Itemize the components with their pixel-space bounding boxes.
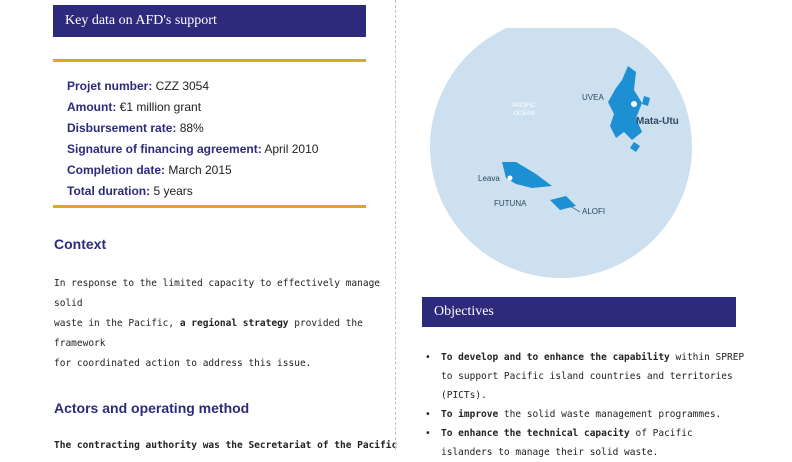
leava-marker xyxy=(508,176,513,181)
context-paragraph: In response to the limited capacity to effectively manage solid waste in the Pacific, a regional strategy provided the framework for coordinated action to address this issue. xyxy=(54,278,381,369)
key-data-row-completion: Completion date: March 2015 xyxy=(67,163,232,177)
objective-item: • To enhance the technical capacity of Pacific islanders to manage their solid waste. xyxy=(425,424,745,462)
leava-label: Leava xyxy=(478,174,500,183)
uvea-label: UVEA xyxy=(582,93,604,102)
bullet-icon: • xyxy=(425,352,431,363)
objectives-header xyxy=(422,297,736,327)
column-divider xyxy=(395,0,396,450)
objective-item: • To improve the solid waste management programmes. xyxy=(425,405,745,424)
mata-utu-marker xyxy=(631,101,638,108)
futuna-label: FUTUNA xyxy=(494,199,527,208)
context-heading: Context xyxy=(54,236,107,252)
key-data-title: Key data on AFD's support xyxy=(65,13,217,28)
alofi-label: ALOFI xyxy=(582,207,606,216)
ocean-label-2: OCEAN xyxy=(513,111,535,117)
key-data-top-rule xyxy=(53,59,366,62)
objectives-list xyxy=(425,348,745,462)
objective-item: • To develop and to enhance the capability within SPREP to support Pacific island countries and territories (PICTs). xyxy=(425,348,745,405)
actors-paragraph-cut: The contracting authority was the Secretariat of the Pacific xyxy=(54,440,398,451)
key-data-list xyxy=(67,76,318,202)
mata-utu-label: Mata-Utu xyxy=(636,116,679,127)
key-data-row-duration: Total duration: 5 years xyxy=(67,184,193,198)
ocean-label-1: PACIFIC xyxy=(512,103,536,109)
key-data-row-amount: Amount: €1 million grant xyxy=(67,100,202,114)
key-data-row-disbursement: Disbursement rate: 88% xyxy=(67,121,204,135)
key-data-bottom-rule xyxy=(53,205,366,208)
bullet-icon: • xyxy=(425,428,431,439)
key-data-row-project: Projet number: CZZ 3054 xyxy=(67,79,210,93)
wallis-futuna-map xyxy=(420,28,720,278)
objectives-title: Objectives xyxy=(434,304,494,319)
actors-heading: Actors and operating method xyxy=(54,400,250,416)
key-data-header xyxy=(53,5,366,37)
ocean-disc xyxy=(430,28,692,278)
bullet-icon: • xyxy=(425,409,431,420)
key-data-row-signature: Signature of financing agreement: April 2010 xyxy=(67,142,319,156)
